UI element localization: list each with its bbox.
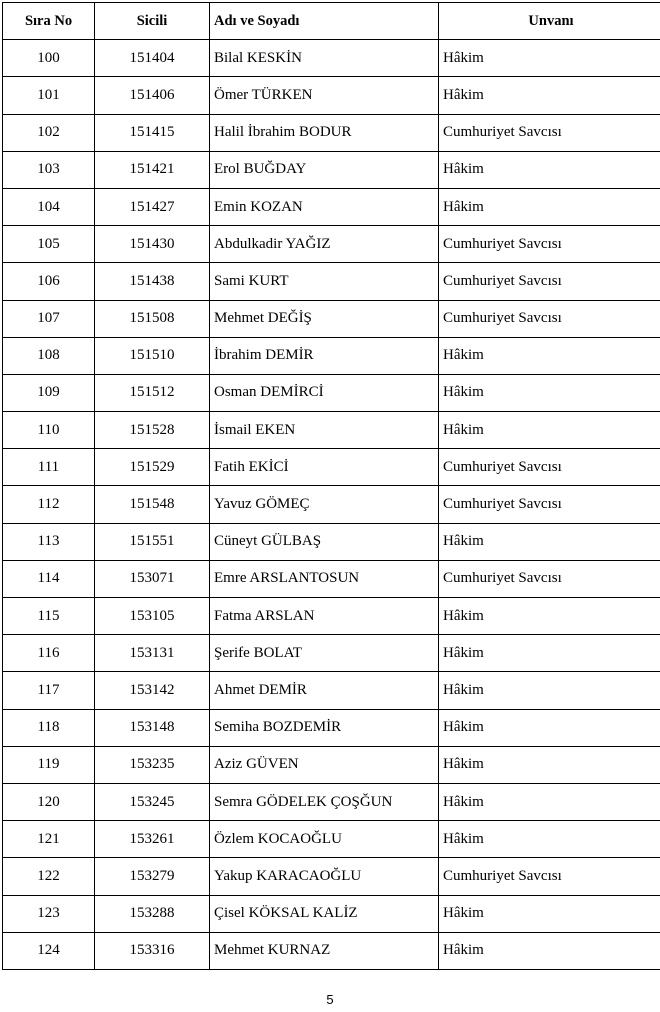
cell-adi-soyadi: Şerife BOLAT: [210, 635, 439, 672]
cell-sira-no: 100: [3, 40, 95, 77]
cell-sicili: 151512: [95, 374, 210, 411]
cell-unvani: Cumhuriyet Savcısı: [439, 449, 660, 486]
table-row: [3, 374, 660, 411]
cell-sicili: 151438: [95, 263, 210, 300]
cell-unvani: Cumhuriyet Savcısı: [439, 560, 660, 597]
cell-sicili: 151508: [95, 300, 210, 337]
table-row: [3, 300, 660, 337]
table-row: [3, 226, 660, 263]
header-row: [3, 3, 660, 40]
cell-unvani: Cumhuriyet Savcısı: [439, 263, 660, 300]
table-row: [3, 188, 660, 225]
cell-adi-soyadi: Emre ARSLANTOSUN: [210, 560, 439, 597]
cell-adi-soyadi: Emin KOZAN: [210, 188, 439, 225]
cell-adi-soyadi: Fatma ARSLAN: [210, 598, 439, 635]
cell-sira-no: 108: [3, 337, 95, 374]
cell-sicili: 153235: [95, 746, 210, 783]
cell-unvani: Hâkim: [439, 895, 660, 932]
table-row: [3, 486, 660, 523]
cell-sira-no: 124: [3, 932, 95, 969]
cell-unvani: Hâkim: [439, 412, 660, 449]
cell-unvani: Hâkim: [439, 783, 660, 820]
table-row: [3, 151, 660, 188]
cell-unvani: Hâkim: [439, 709, 660, 746]
cell-adi-soyadi: Mehmet KURNAZ: [210, 932, 439, 969]
table-body: [3, 40, 660, 970]
cell-sicili: 153071: [95, 560, 210, 597]
cell-adi-soyadi: Semiha BOZDEMİR: [210, 709, 439, 746]
table-row: [3, 337, 660, 374]
header-unvani: Unvanı: [439, 3, 660, 40]
cell-sicili: 151404: [95, 40, 210, 77]
cell-adi-soyadi: Osman DEMİRCİ: [210, 374, 439, 411]
table-row: [3, 783, 660, 820]
cell-adi-soyadi: Erol BUĞDAY: [210, 151, 439, 188]
cell-sira-no: 117: [3, 672, 95, 709]
cell-sicili: 151529: [95, 449, 210, 486]
cell-sira-no: 120: [3, 783, 95, 820]
table-row: [3, 932, 660, 969]
cell-sira-no: 122: [3, 858, 95, 895]
page-number: 5: [326, 992, 334, 1007]
cell-adi-soyadi: Mehmet DEĞİŞ: [210, 300, 439, 337]
cell-unvani: Cumhuriyet Savcısı: [439, 114, 660, 151]
cell-sicili: 151415: [95, 114, 210, 151]
cell-unvani: Cumhuriyet Savcısı: [439, 300, 660, 337]
cell-unvani: Hâkim: [439, 523, 660, 560]
cell-adi-soyadi: Özlem KOCAOĞLU: [210, 821, 439, 858]
cell-adi-soyadi: Abdulkadir YAĞIZ: [210, 226, 439, 263]
cell-sicili: 153288: [95, 895, 210, 932]
header-sicili: Sicili: [95, 3, 210, 40]
cell-unvani: Hâkim: [439, 635, 660, 672]
table-row: [3, 821, 660, 858]
cell-sira-no: 106: [3, 263, 95, 300]
cell-sira-no: 109: [3, 374, 95, 411]
cell-adi-soyadi: Halil İbrahim BODUR: [210, 114, 439, 151]
cell-adi-soyadi: Yavuz GÖMEÇ: [210, 486, 439, 523]
cell-sira-no: 102: [3, 114, 95, 151]
cell-sicili: 151427: [95, 188, 210, 225]
cell-sicili: 151551: [95, 523, 210, 560]
personnel-table: [2, 2, 660, 970]
cell-adi-soyadi: Ahmet DEMİR: [210, 672, 439, 709]
table-row: [3, 672, 660, 709]
cell-sira-no: 123: [3, 895, 95, 932]
cell-adi-soyadi: Sami KURT: [210, 263, 439, 300]
table-row: [3, 746, 660, 783]
header-sira-no: Sıra No: [3, 3, 95, 40]
cell-sicili: 153261: [95, 821, 210, 858]
cell-sicili: 153316: [95, 932, 210, 969]
cell-adi-soyadi: Bilal KESKİN: [210, 40, 439, 77]
cell-unvani: Hâkim: [439, 151, 660, 188]
cell-unvani: Hâkim: [439, 821, 660, 858]
cell-adi-soyadi: Aziz GÜVEN: [210, 746, 439, 783]
cell-sicili: 153142: [95, 672, 210, 709]
cell-adi-soyadi: Yakup KARACAOĞLU: [210, 858, 439, 895]
table-row: [3, 523, 660, 560]
table-header: [3, 3, 660, 40]
cell-adi-soyadi: Ömer TÜRKEN: [210, 77, 439, 114]
cell-sira-no: 118: [3, 709, 95, 746]
cell-sira-no: 112: [3, 486, 95, 523]
cell-unvani: Hâkim: [439, 40, 660, 77]
cell-sicili: 153279: [95, 858, 210, 895]
cell-sicili: 151528: [95, 412, 210, 449]
cell-sicili: 151510: [95, 337, 210, 374]
cell-unvani: Hâkim: [439, 188, 660, 225]
cell-adi-soyadi: Semra GÖDELEK ÇOŞĞUN: [210, 783, 439, 820]
cell-adi-soyadi: İsmail EKEN: [210, 412, 439, 449]
cell-adi-soyadi: Cüneyt GÜLBAŞ: [210, 523, 439, 560]
cell-unvani: Cumhuriyet Savcısı: [439, 858, 660, 895]
cell-sicili: 151430: [95, 226, 210, 263]
cell-sicili: 153105: [95, 598, 210, 635]
cell-unvani: Hâkim: [439, 746, 660, 783]
cell-unvani: Hâkim: [439, 374, 660, 411]
cell-sicili: 151406: [95, 77, 210, 114]
cell-unvani: Hâkim: [439, 598, 660, 635]
cell-sira-no: 116: [3, 635, 95, 672]
cell-sira-no: 104: [3, 188, 95, 225]
table-row: [3, 895, 660, 932]
table-row: [3, 263, 660, 300]
cell-unvani: Hâkim: [439, 672, 660, 709]
cell-sira-no: 107: [3, 300, 95, 337]
table-row: [3, 598, 660, 635]
table-row: [3, 40, 660, 77]
cell-sira-no: 113: [3, 523, 95, 560]
cell-adi-soyadi: İbrahim DEMİR: [210, 337, 439, 374]
cell-adi-soyadi: Çisel KÖKSAL KALİZ: [210, 895, 439, 932]
table-row: [3, 709, 660, 746]
table-row: [3, 635, 660, 672]
cell-unvani: Hâkim: [439, 932, 660, 969]
cell-unvani: Cumhuriyet Savcısı: [439, 226, 660, 263]
table-row: [3, 77, 660, 114]
table-row: [3, 858, 660, 895]
table-row: [3, 560, 660, 597]
cell-sicili: 153131: [95, 635, 210, 672]
cell-sira-no: 110: [3, 412, 95, 449]
table-row: [3, 412, 660, 449]
cell-sira-no: 119: [3, 746, 95, 783]
cell-sira-no: 115: [3, 598, 95, 635]
cell-sicili: 151421: [95, 151, 210, 188]
cell-sicili: 153148: [95, 709, 210, 746]
cell-sira-no: 111: [3, 449, 95, 486]
table-row: [3, 114, 660, 151]
cell-unvani: Hâkim: [439, 77, 660, 114]
cell-sira-no: 101: [3, 77, 95, 114]
cell-sira-no: 121: [3, 821, 95, 858]
cell-sicili: 151548: [95, 486, 210, 523]
cell-sira-no: 103: [3, 151, 95, 188]
cell-unvani: Cumhuriyet Savcısı: [439, 486, 660, 523]
cell-sicili: 153245: [95, 783, 210, 820]
header-adi-soyadi: Adı ve Soyadı: [210, 3, 439, 40]
cell-sira-no: 114: [3, 560, 95, 597]
cell-unvani: Hâkim: [439, 337, 660, 374]
cell-sira-no: 105: [3, 226, 95, 263]
cell-adi-soyadi: Fatih EKİCİ: [210, 449, 439, 486]
table-row: [3, 449, 660, 486]
